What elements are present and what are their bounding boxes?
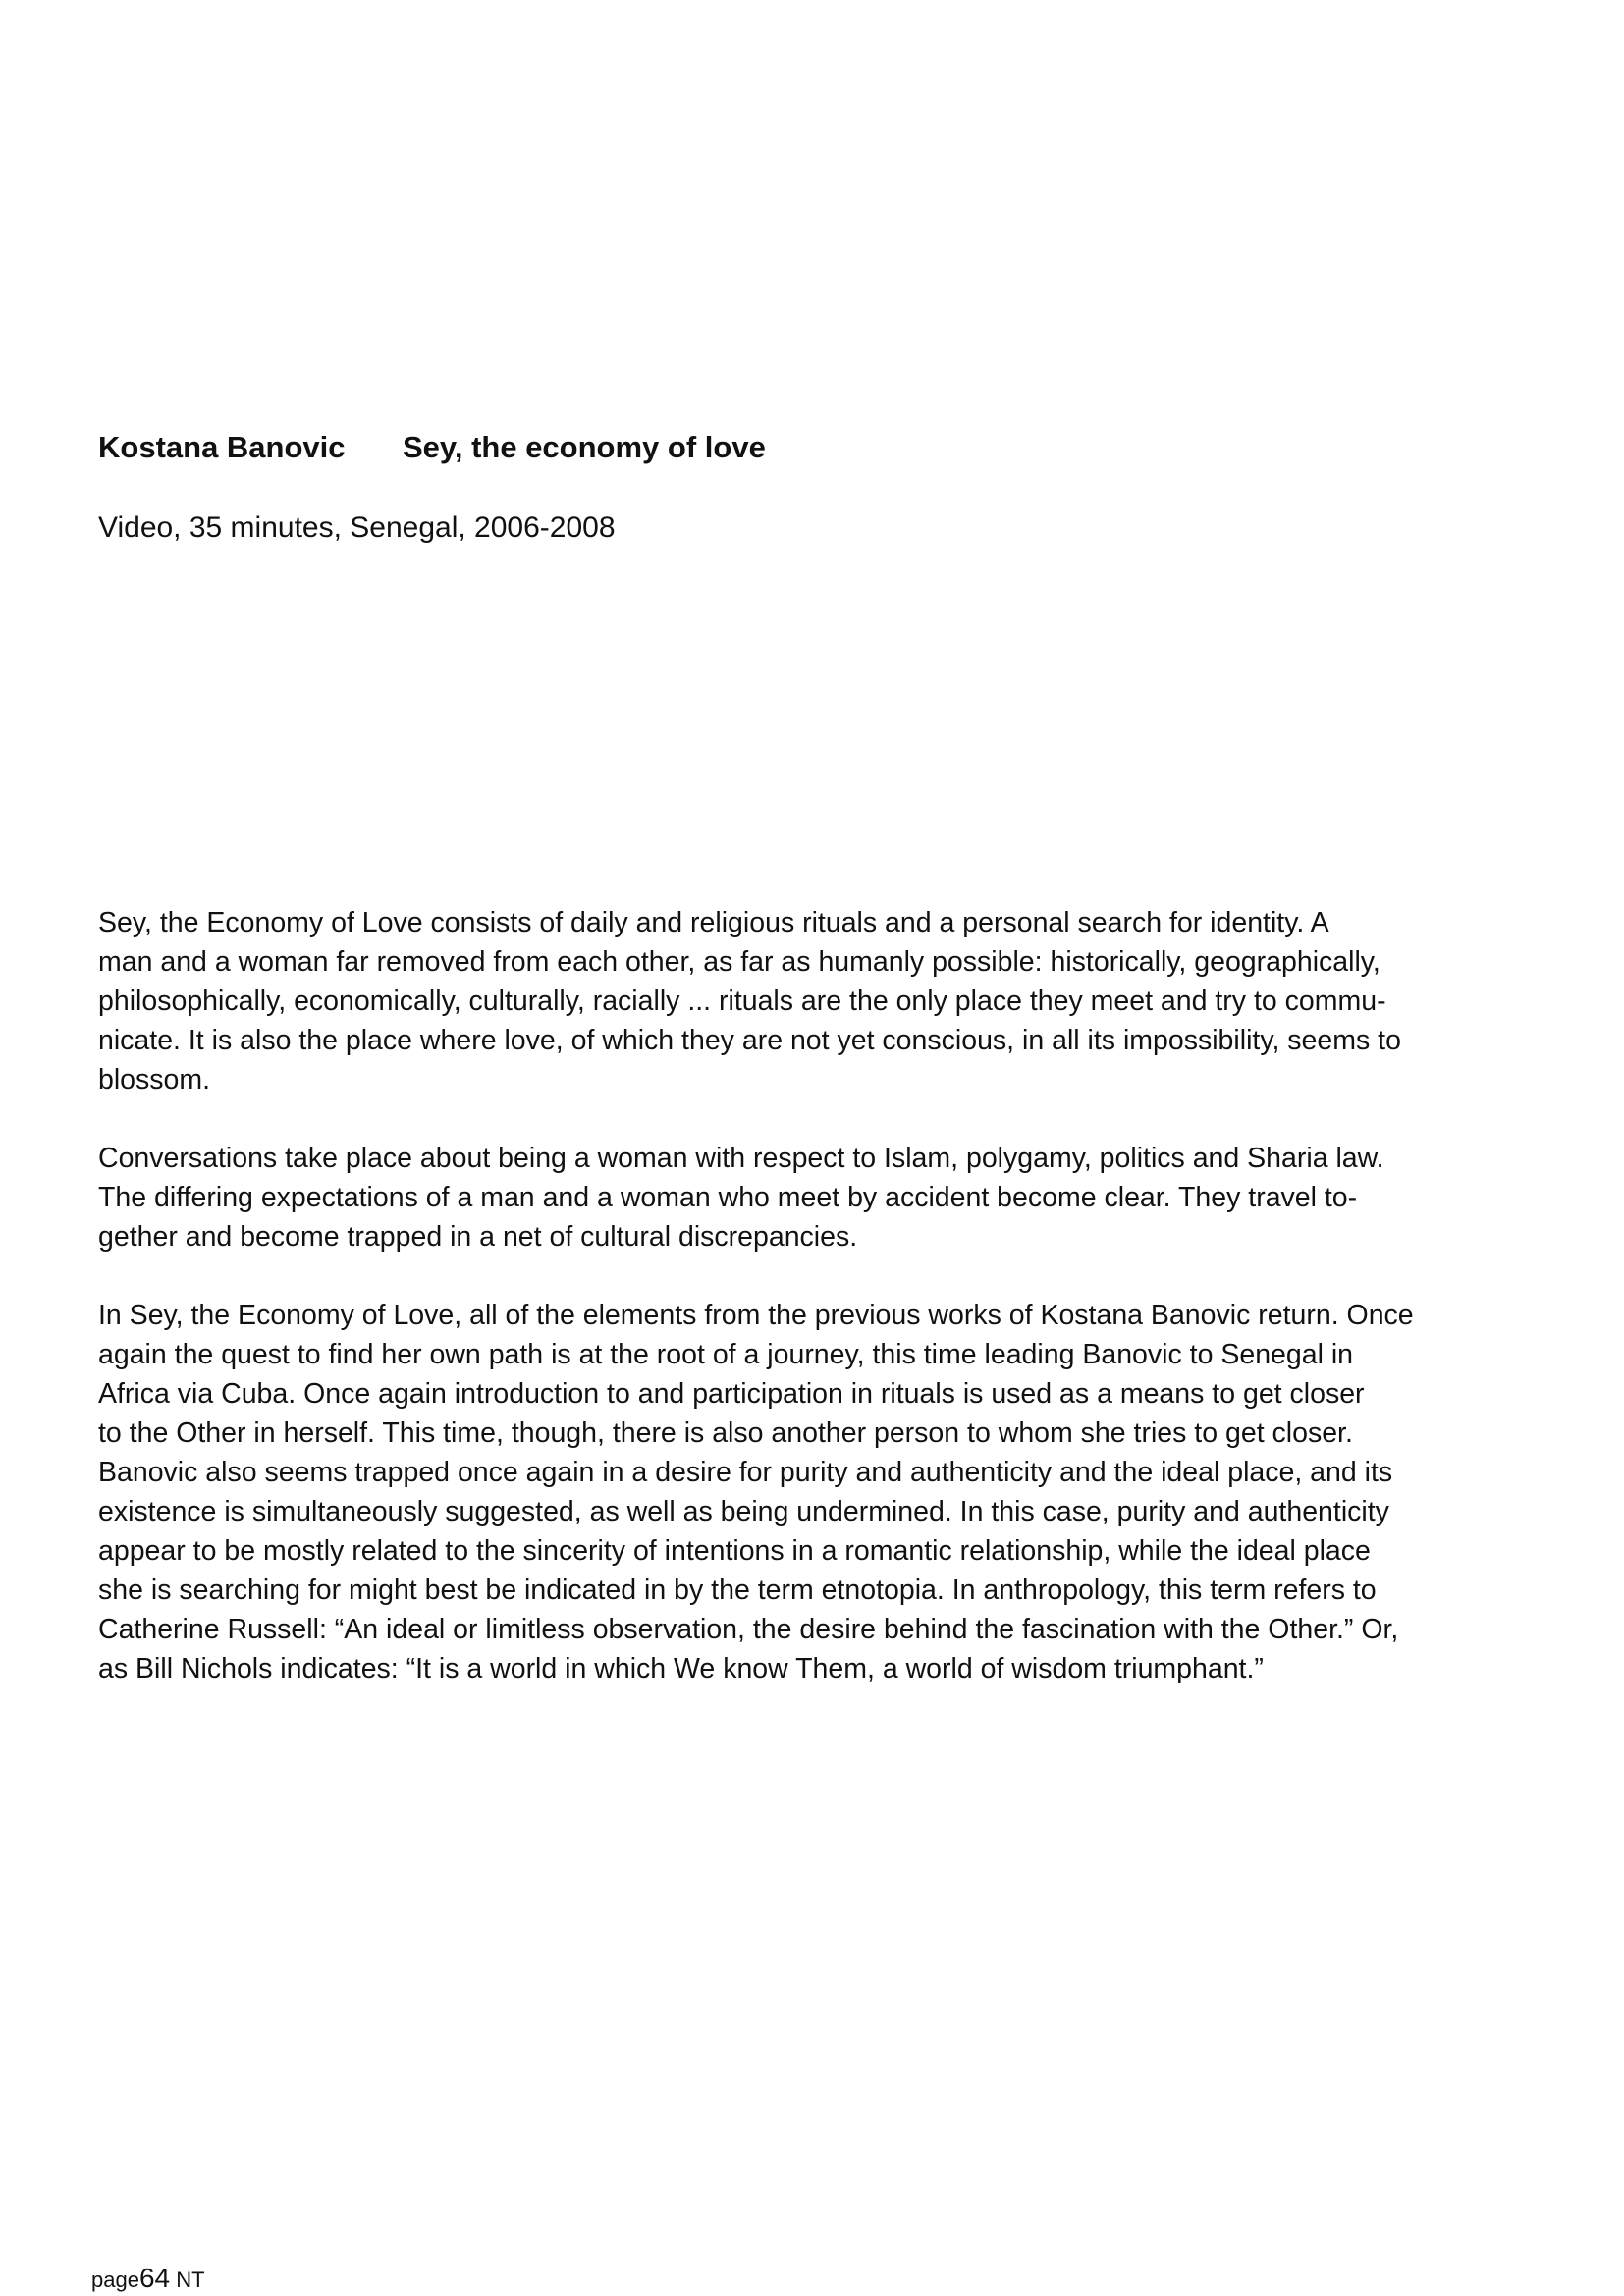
page-suffix: NT (170, 2268, 205, 2292)
text-line: philosophically, economically, culturally, racially ... rituals are the only place they meet and try to commu- (98, 986, 1386, 1017)
text-line: again the quest to find her own path is at the root of a journey, this time leading Banovic to Senegal in (98, 1339, 1354, 1370)
page-footer (91, 2264, 205, 2295)
text-line: Conversations take place about being a woman with respect to Islam, polygamy, politics and Sharia law. (98, 1143, 1384, 1174)
text-line: existence is simultaneously suggested, as well as being undermined. In this case, purity and authenticity (98, 1496, 1389, 1527)
text-line: Sey, the Economy of Love consists of daily and religious rituals and a personal search for identity. A (98, 907, 1329, 938)
text-line: nicate. It is also the place where love, of which they are not yet conscious, in all its impossibility, seems to (98, 1025, 1401, 1056)
page-label: page (91, 2268, 139, 2292)
text-line: Catherine Russell: “An ideal or limitless observation, the desire behind the fascination with the Other.” Or, (98, 1614, 1399, 1645)
text-line: appear to be mostly related to the sincerity of intentions in a romantic relationship, while the ideal place (98, 1535, 1371, 1567)
text-line: Africa via Cuba. Once again introduction to and participation in rituals is used as a means to get closer (98, 1378, 1365, 1410)
text-line: she is searching for might best be indicated in by the term etnotopia. In anthropology, this term refers to (98, 1575, 1377, 1606)
text-line: to the Other in herself. This time, though, there is also another person to whom she tries to get closer. (98, 1417, 1353, 1449)
text-line: gether and become trapped in a net of cultural discrepancies. (98, 1221, 858, 1253)
text-line: man and a woman far removed from each other, as far as humanly possible: historically, geographically, (98, 946, 1380, 978)
text-line: Banovic also seems trapped once again in a desire for purity and authenticity and the ideal place, and its (98, 1457, 1393, 1488)
paragraph (98, 1139, 1537, 1256)
page-number: 64 (138, 2263, 171, 2293)
body-text (98, 903, 1537, 1728)
artist-name: Kostana Banovic (98, 430, 346, 464)
paragraph (98, 1296, 1537, 1688)
text-line: blossom. (98, 1064, 211, 1095)
page-header (98, 428, 766, 467)
text-line: as Bill Nichols indicates: “It is a world in which We know Them, a world of wisdom triumphant.” (98, 1653, 1264, 1684)
work-title: Sey, the economy of love (403, 430, 766, 464)
text-line: The differing expectations of a man and a woman who meet by accident become clear. They travel to- (98, 1182, 1358, 1213)
work-details: Video, 35 minutes, Senegal, 2006-2008 (98, 511, 616, 544)
paragraph (98, 903, 1537, 1099)
text-line: In Sey, the Economy of Love, all of the elements from the previous works of Kostana Banovic return. Once (98, 1300, 1414, 1331)
